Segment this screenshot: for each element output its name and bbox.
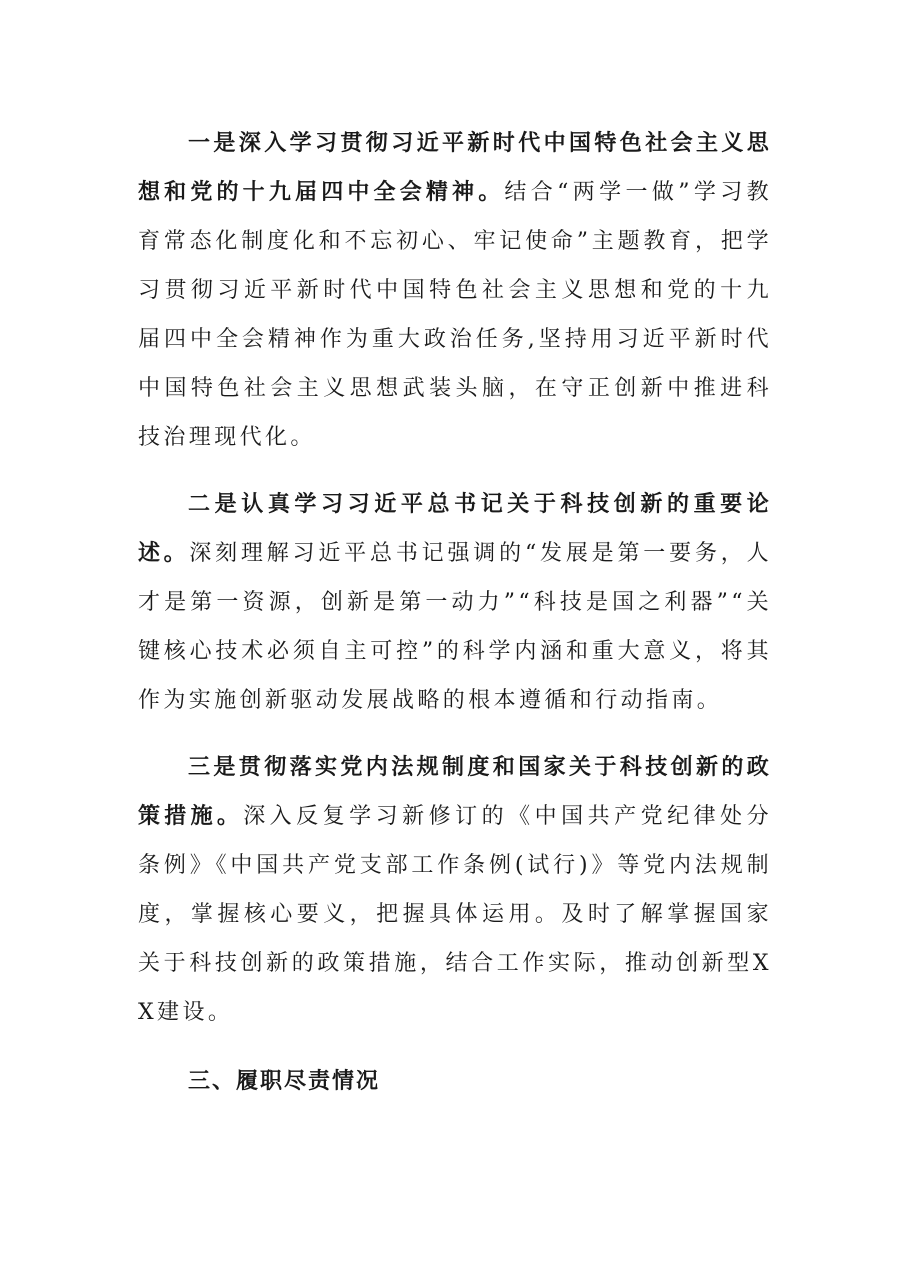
paragraph-3-lead: 三是贯彻落实党内法规制度和国家关于科技创新的政策措施。 xyxy=(138,755,772,829)
paragraph-2-lead: 二是认真学习习近平总书记关于科技创新的重要论述。 xyxy=(138,492,772,566)
paragraph-3 xyxy=(138,743,772,1037)
paragraph-2 xyxy=(138,480,772,725)
paragraph-1 xyxy=(138,119,772,462)
paragraph-1-lead: 一是深入学习贯彻习近平新时代中国特色社会主义思想和党的十九届四中全会精神。 xyxy=(138,131,772,205)
document-body xyxy=(138,119,772,1106)
paragraph-3-body: 深入反复学习新修订的《中国共产党纪律处分条例》《中国共产党支部工作条例(试行)》等党内法规制度，掌握核心要义，把握具体运用。及时了解掌握国家关于科技创新的政策措施，结合工作实际，推动创新型XX建设。 xyxy=(138,804,772,1025)
paragraph-1-body: 结合“两学一做”学习教育常态化制度化和不忘初心、牢记使命”主题教育，把学习贯彻习近平新时代中国特色社会主义思想和党的十九届四中全会精神作为重大政治任务,坚持用习近平新时代中国特色社会主义思想武装头脑，在守正创新中推进科技治理现代化。 xyxy=(138,180,772,450)
section-heading: 三、履职尽责情况 xyxy=(188,1069,381,1094)
paragraph-2-body: 深刻理解习近平总书记强调的“发展是第一要务，人才是第一资源，创新是第一动力”“科技是国之利器”“关键核心技术必须自主可控”的科学内涵和重大意义，将其作为实施创新驱动发展战略的根本遵循和行动指南。 xyxy=(138,541,772,713)
